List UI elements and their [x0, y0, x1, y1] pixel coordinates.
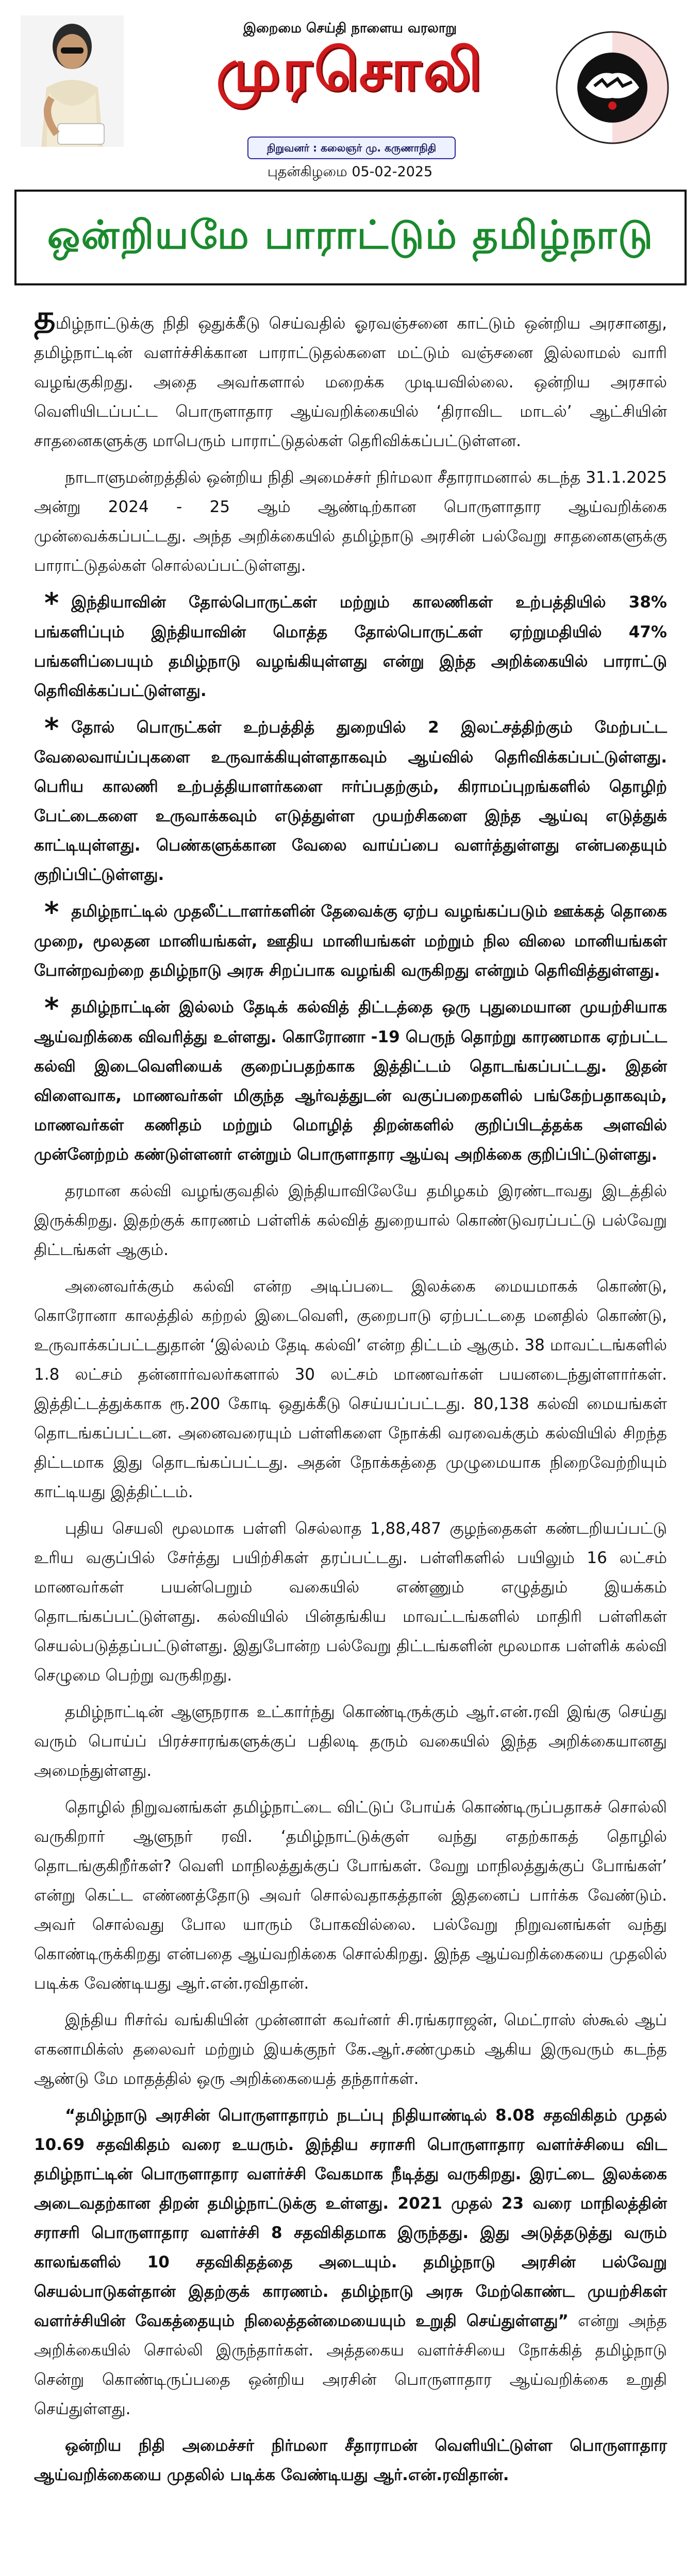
bullet-point — [34, 993, 667, 1170]
bullet-point — [34, 897, 667, 986]
paragraph: தரமான கல்வி வழங்குவதில் இந்தியாவிலேயே தமிழகம் இரண்டாவது இடத்தில் இருக்கிறது. இதற்குக் காரணம் பள்ளிக் கல்வித் துறையால் கொண்டுவரப்பட்டு பல்வேறு திட்டங்கள் ஆகும். — [34, 1182, 667, 1259]
asterisk-icon: * — [44, 992, 59, 1024]
asterisk-icon: * — [44, 712, 59, 744]
founder-line: நிறுவனர் : கலைஞர் மு. கருணாநிதி — [247, 137, 456, 159]
bullet-point — [34, 713, 667, 890]
bullet-point — [34, 588, 667, 706]
bullet-text: தோல் பொருட்கள் உற்பத்தித் துறையில் 2 இலட்சத்திற்கும் மேற்பட்ட வேலைவாய்ப்புகளை உருவாக்கியுள்ளதாகவும் ஆய்வில் தெரிவிக்கப்பட்டுள்ளது. பெரிய காலணி உற்பத்தியாளர்களை ஈர்ப்பதற்கும், கிராமப்புறங்களில் தொழிற் பேட்டைகளை உருவாக்கவும் எடுத்துள்ள முயற்சிகளை இந்த ஆய்வு எடுத்துக் காட்டியுள்ளது. பெண்களுக்கான வேலை வாய்ப்பை வளர்த்துள்ளது என்பதையும் குறிப்பிட்டுள்ளது. — [34, 718, 667, 884]
paragraph: தொழில் நிறுவனங்கள் தமிழ்நாட்டை விட்டுப் போய்க் கொண்டிருப்பதாகச் சொல்லி வருகிறார் ஆளுநர் ரவி. ‘தமிழ்நாட்டுக்குள் வந்து எதற்காகத் தொழில் தொடங்குகிறீர்கள்? வெளி மாநிலத்துக்குப் போங்கள். வேறு மாநிலத்துக்குப் போங்கள்’ என்று கெட்ட எண்ணத்தோடு அவர் சொல்வதாகத்தான் இதனைப் பார்க்க வேண்டும். அவர் சொல்வது போல யாரும் போகவில்லை. பல்வேறு நிறுவனங்கள் வந்து கொண்டிருக்கிறது என்பதை ஆய்வறிக்கை சொல்கிறது. இந்த ஆய்வறிக்கையை முதலில் படிக்க வேண்டியது ஆர்.என்.ரவிதான். — [34, 1798, 667, 1993]
article-body — [34, 301, 667, 2490]
asterisk-icon: * — [44, 896, 59, 928]
publication-date: புதன்கிழமை 05-02-2025 — [267, 164, 433, 180]
bullet-text: இந்தியாவின் தோல்பொருட்கள் மற்றும் காலணிகள் உற்பத்தியில் 38% பங்களிப்பும் இந்தியாவின் மொத்த தோல்பொருட்கள் ஏற்றுமதியில் 47% பங்களிப்பையும் தமிழ்நாடு வழங்கியுள்ளது என்று இந்த அறிக்கையில் பாராட்டு தெரிவிக்கப்பட்டுள்ளது. — [34, 593, 667, 700]
paragraph: இந்திய ரிசர்வ் வங்கியின் முன்னாள் கவர்னர் சி.ரங்கராஜன், மெட்ராஸ் ஸ்கூல் ஆப் எகனாமிக்ஸ் தலைவர் மற்றும் இயக்குநர் கே.ஆர்.சண்முகம் ஆகிய இருவரும் கடந்த ஆண்டு மே மாதத்தில் ஒரு அறிக்கையைத் தந்தார்கள். — [34, 2011, 667, 2088]
newspaper-title: முரசொலி — [216, 37, 484, 104]
quote-tail: என்று அந்த அறிக்கையில் சொல்லி இருந்தார்கள். அத்தகைய வளர்ச்சியை நோக்கித் தமிழ்நாடு சென்று கொண்டிருப்பதை ஒன்றிய அரசின் பொருளாதார ஆய்வறிக்கை உறுதி செய்துள்ளது. — [34, 2312, 667, 2418]
paragraph: தமிழ்நாட்டின் ஆளுநராக உட்கார்ந்து கொண்டிருக்கும் ஆர்.என்.ரவி இங்கு செய்து வரும் பொய்ப் பிரச்சாரங்களுக்குப் பதிலடி தரும் வகையில் இந்த அறிக்கையானது அமைந்துள்ளது. — [34, 1703, 667, 1780]
quote-text: “தமிழ்நாடு அரசின் பொருளாதாரம் நடப்பு நிதியாண்டில் 8.08 சதவிகிதம் முதல் 10.69 சதவிகிதம் வரை உயரும். இந்திய சராசரி பொருளாதார வளர்ச்சியை விட தமிழ்நாட்டின் பொருளாதார வளர்ச்சி வேகமாக நீடித்து வருகிறது. இரட்டை இலக்கை அடைவதற்கான திறன் தமிழ்நாட்டுக்கு உள்ளது. 2021 முதல் 23 வரை மாநிலத்தின் சராசரி பொருளாதார வளர்ச்சி 8 சதவிகிதமாக இருந்தது. இது அடுத்தடுத்து வரும் காலங்களில் 10 சதவிகிதத்தை அடையும். தமிழ்நாடு அரசின் பல்வேறு செயல்பாடுகள்தான் இதற்குக் காரணம். தமிழ்நாடு அரசு மேற்கொண்ட முயற்சிகள் வளர்ச்சியின் வேகத்தையும் நிலைத்தன்மையையும் உறுதி செய்துள்ளது” — [34, 2106, 667, 2330]
paragraph — [34, 301, 667, 456]
paragraph: அனைவர்க்கும் கல்வி என்ற அடிப்படை இலக்கை மையமாகக் கொண்டு, கொரோனா காலத்தில் கற்றல் இடைவெளி, குறைபாடு ஏற்பட்டதை மனதில் கொண்டு, உருவாக்கப்பட்டதுதான் ‘இல்லம் தேடி கல்வி’ என்ற திட்டம் ஆகும். 38 மாவட்டங்களில் 1.8 லட்சம் தன்னார்வலர்களால் 30 லட்சம் மாணவர்கள் பயனடைந்துள்ளார்கள். இத்திட்டத்துக்காக ரூ.200 கோடி ஒதுக்கீடு செய்யப்பட்டது. 80,138 கல்வி மையங்கள் தொடங்கப்பட்டன. அனைவரையும் பள்ளிகளை நோக்கி வரவைக்கும் கல்வியில் சிறந்த திட்டமாக இது தொடங்கப்பட்டது. அதன் நோக்கத்தை முழுமையாக நிறைவேற்றியும் காட்டியது இத்திட்டம். — [34, 1277, 667, 1501]
headline-box — [14, 190, 687, 285]
bullet-text: தமிழ்நாட்டில் முதலீட்டாளர்களின் தேவைக்கு ஏற்ப வழங்கப்படும் ஊக்கத் தொகை முறை, மூலதன மானியங்கள், ஊதிய மானியங்கள் மற்றும் நில விலை மானியங்கள் போன்றவற்றை தமிழ்நாடு அரசு சிறப்பாக வழங்கி வருகிறது என்றும் தெரிவித்துள்ளது. — [34, 902, 667, 980]
bullet-text: தமிழ்நாட்டின் இல்லம் தேடிக் கல்வித் திட்டத்தை ஒரு புதுமையான முயற்சியாக ஆய்வறிக்கை விவரித்து உள்ளது. கொரோனா -19 பெருந் தொற்று காரணமாக ஏற்பட்ட கல்வி இடைவெளியைக் குறைப்பதற்காக இத்திட்டம் தொடங்கப்பட்டது. இதன் விளைவாக, மாணவர்கள் மிகுந்த ஆர்வத்துடன் வகுப்பறைகளில் பங்கேற்பதாகவும், மாணவர்கள் கணிதம் மற்றும் மொழித் திறன்களில் குறிப்பிடத்தக்க அளவில் முன்னேற்றம் கண்டுள்ளனர் என்றும் பொருளாதார ஆய்வு அறிக்கை குறிப்பிட்டுள்ளது. — [34, 998, 667, 1164]
paragraph: நாடாளுமன்றத்தில் ஒன்றிய நிதி அமைச்சர் நிர்மலா சீதாராமனால் கடந்த 31.1.2025 அன்று 2024 - 25 ஆம் ஆண்டிற்கான பொருளாதார ஆய்வறிக்கை முன்வைக்கப்பட்டது. அந்த அறிக்கையில் தமிழ்நாடு அரசின் பல்வேறு சாதனைகளுக்கு பாராட்டுதல்கள் சொல்லப்பட்டுள்ளது. — [34, 468, 667, 575]
paragraph-text: மிழ்நாட்டுக்கு நிதி ஒதுக்கீடு செய்வதில் ஓரவஞ்சனை காட்டும் ஒன்றிய அரசானது, தமிழ்நாட்டின் வளர்ச்சிக்கான பாராட்டுதல்களை மட்டும் வஞ்சனை இல்லாமல் வாரி வழங்குகிறது. அதை அவர்களால் மறைக்க முடியவில்லை. ஒன்றிய அரசால் வெளியிடப்பட்ட பொருளாதார ஆய்வறிக்கையில் ‘திராவிட மாடல்’ ஆட்சியின் சாதனைகளுக்கு மாபெரும் பாராட்டுதல்கள் தெரிவிக்கப்பட்டுள்ளன. — [34, 314, 667, 450]
headline: ஒன்றியமே பாராட்டும் தமிழ்நாடு — [47, 212, 654, 258]
asterisk-icon: * — [44, 587, 59, 619]
drop-cap: த — [34, 299, 56, 337]
paragraph: புதிய செயலி மூலமாக பள்ளி செல்லாத 1,88,487 குழந்தைகள் கண்டறியப்பட்டு உரிய வகுப்பில் சேர்த்து பயிற்சிகள் தரப்பட்டது. பள்ளிகளில் பயிலும் 16 லட்சம் மாணவர்கள் பயன்பெறும் வகையில் எண்ணும் எழுத்தும் இயக்கம் தொடங்கப்பட்டுள்ளது. கல்வியில் பின்தங்கிய மாவட்டங்களில் மாதிரி பள்ளிகள் செயல்படுத்தப்பட்டுள்ளது. இதுபோன்ற பல்வேறு திட்டங்களின் மூலமாக பள்ளிக் கல்வி செழுமை பெற்று வருகிறது. — [34, 1519, 667, 1685]
closing-paragraph: ஒன்றிய நிதி அமைச்சர் நிர்மலா சீதாராமன் வெளியிட்டுள்ள பொருளாதார ஆய்வறிக்கையை முதலில் படிக்க வேண்டியது ஆர்.என்.ரவிதான். — [34, 2436, 667, 2484]
party-emblem — [545, 28, 679, 147]
tagline: இறைமை செய்தி நாளைய வரலாறு — [243, 21, 457, 36]
masthead-header — [0, 0, 700, 180]
quote-paragraph — [34, 2101, 667, 2424]
